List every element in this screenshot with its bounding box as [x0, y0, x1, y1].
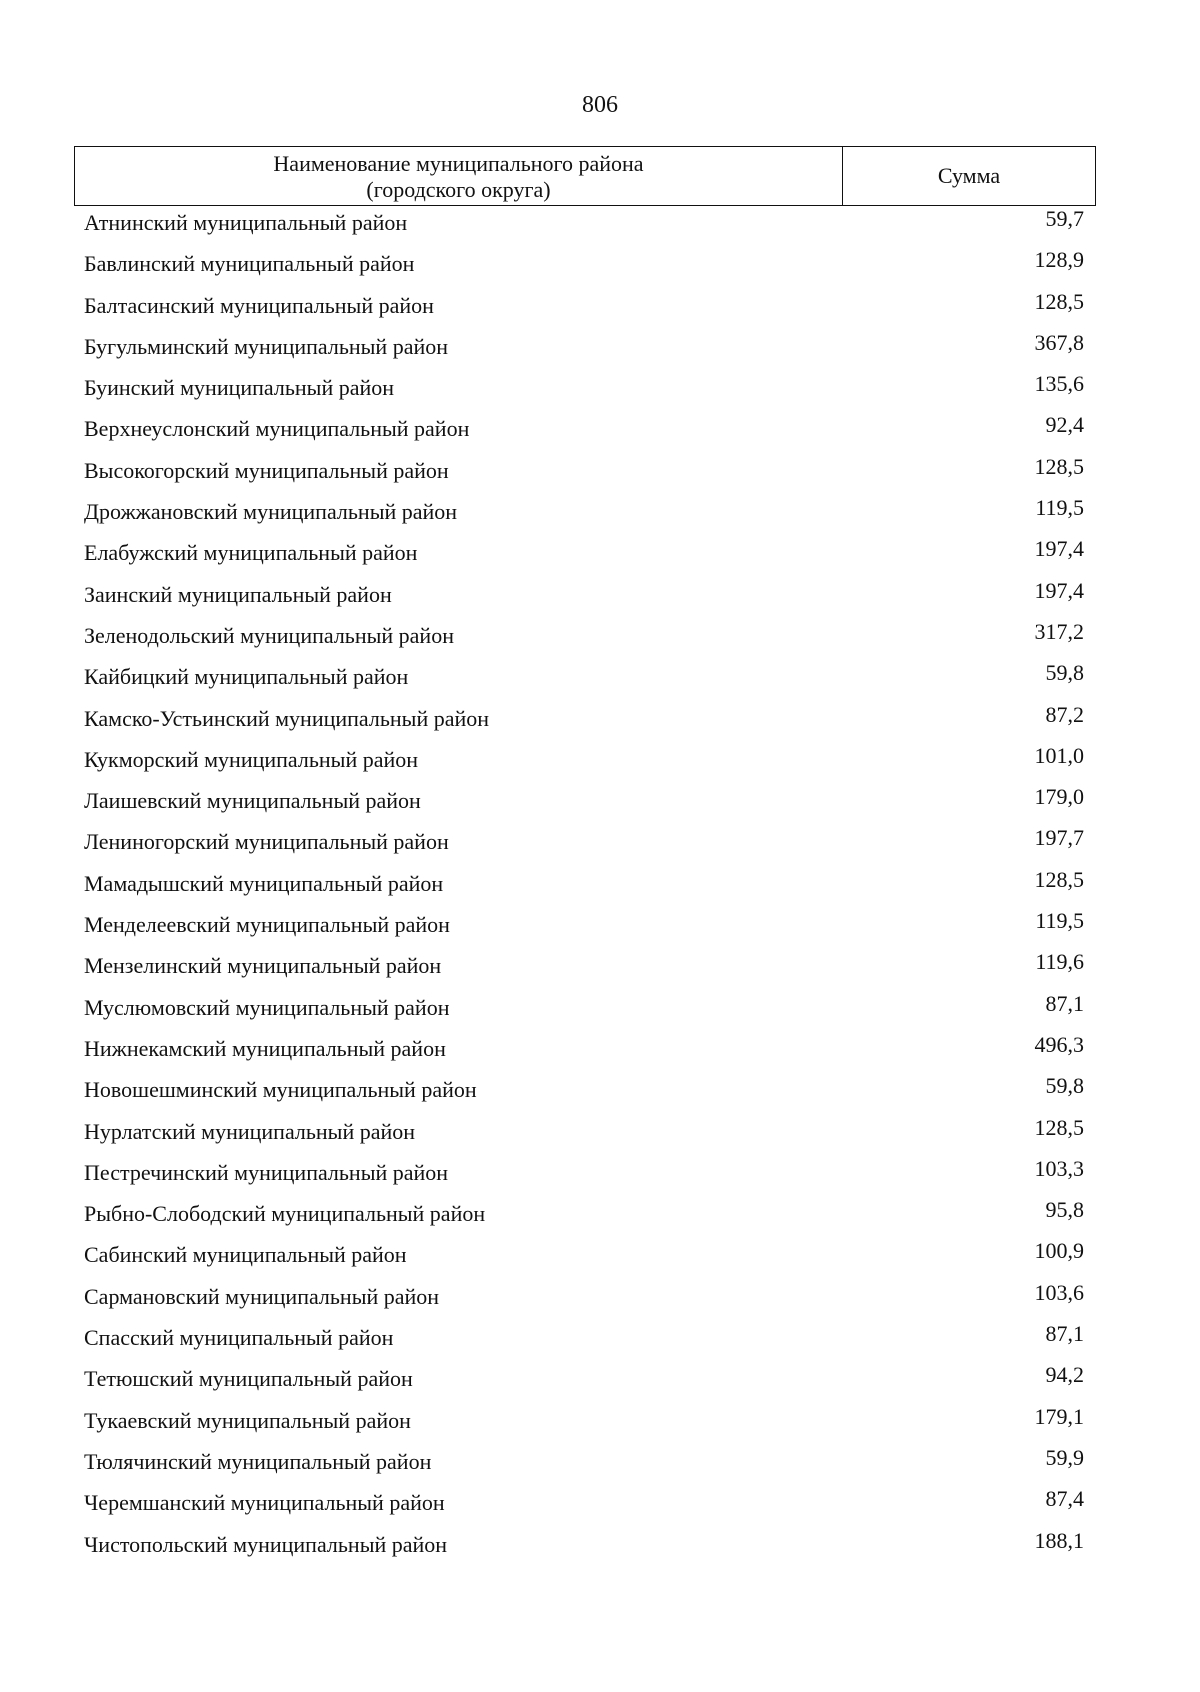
district-sum: 95,8 [1045, 1197, 1084, 1223]
header-name-line2: (городского округа) [366, 177, 551, 202]
table-row [0, 1280, 1200, 1321]
district-sum: 496,3 [1034, 1031, 1084, 1057]
district-name: Пестречинский муниципальный район [84, 1159, 449, 1185]
district-name: Камско-Устьинский муниципальный район [84, 705, 490, 731]
district-name: Бугульминский муниципальный район [84, 333, 449, 359]
table-row [0, 1321, 1200, 1362]
district-name: Черемшанский муниципальный район [84, 1490, 445, 1516]
header-sum: Сумма [937, 163, 1001, 188]
table-row [0, 1032, 1200, 1073]
district-sum: 92,4 [1045, 412, 1084, 438]
header-district-name [75, 147, 843, 205]
district-name: Елабужский муниципальный район [84, 540, 418, 566]
table-row [0, 991, 1200, 1032]
district-name: Атнинский муниципальный район [84, 210, 408, 235]
district-sum: 87,4 [1045, 1486, 1084, 1512]
district-name: Нижнекамский муниципальный район [84, 1035, 446, 1061]
table-row [0, 206, 1200, 247]
table-row [0, 1362, 1200, 1403]
district-name: Тюлячинский муниципальный район [84, 1448, 432, 1474]
table-row [0, 619, 1200, 660]
table-row [0, 578, 1200, 619]
district-sum: 87,1 [1045, 1321, 1084, 1347]
district-sum: 59,9 [1045, 1444, 1084, 1470]
table-row [0, 1238, 1200, 1279]
district-sum: 188,1 [1034, 1527, 1084, 1553]
district-name: Мензелинский муниципальный район [84, 953, 442, 979]
table-row [0, 330, 1200, 371]
table-row [0, 289, 1200, 330]
table-header [74, 146, 1096, 206]
district-sum: 128,5 [1034, 453, 1084, 479]
district-name: Лениногорский муниципальный район [84, 829, 449, 855]
table-row [0, 743, 1200, 784]
table-row [0, 1528, 1200, 1569]
table-row [0, 1404, 1200, 1445]
district-sum: 128,5 [1034, 866, 1084, 892]
table-row [0, 1486, 1200, 1527]
table-row [0, 908, 1200, 949]
table-row [0, 1197, 1200, 1238]
district-name: Менделеевский муниципальный район [84, 912, 450, 938]
table-row [0, 371, 1200, 412]
district-sum: 179,1 [1034, 1403, 1084, 1429]
district-sum: 87,1 [1045, 990, 1084, 1016]
district-name: Зеленодольский муниципальный район [84, 622, 454, 648]
district-sum: 103,6 [1034, 1279, 1084, 1305]
table-row [0, 1115, 1200, 1156]
district-sum: 317,2 [1034, 618, 1084, 644]
district-name: Лаишевский муниципальный район [84, 788, 421, 814]
district-name: Муслюмовский муниципальный район [84, 994, 450, 1020]
district-name: Буинский муниципальный район [84, 375, 395, 401]
table-row [0, 867, 1200, 908]
district-name: Верхнеуслонский муниципальный район [84, 416, 470, 442]
district-name: Рыбно-Слободский муниципальный район [84, 1201, 486, 1227]
district-name: Сармановский муниципальный район [84, 1283, 440, 1309]
district-name: Дрожжановский муниципальный район [84, 499, 458, 525]
district-sum: 59,7 [1045, 206, 1084, 231]
header-name-line1: Наименование муниципального района [273, 151, 644, 176]
district-name: Балтасинский муниципальный район [84, 292, 434, 318]
district-sum: 59,8 [1045, 1073, 1084, 1099]
district-name: Заинский муниципальный район [84, 581, 392, 607]
district-name: Сабинский муниципальный район [84, 1242, 407, 1268]
table-row [0, 247, 1200, 288]
table-row [0, 660, 1200, 701]
district-sum: 119,5 [1035, 495, 1084, 521]
table-row [0, 784, 1200, 825]
district-sum: 179,0 [1034, 784, 1084, 810]
district-sum: 128,5 [1034, 288, 1084, 314]
district-name: Тетюшский муниципальный район [84, 1366, 413, 1392]
table-row [0, 1445, 1200, 1486]
district-sum: 119,5 [1035, 908, 1084, 934]
table-row [0, 702, 1200, 743]
page-number: 806 [582, 92, 618, 118]
table-row [0, 1073, 1200, 1114]
district-sum: 100,9 [1034, 1238, 1084, 1264]
district-sum: 367,8 [1034, 329, 1084, 355]
district-name: Высокогорский муниципальный район [84, 457, 449, 483]
district-sum: 87,2 [1045, 701, 1084, 727]
table-row [0, 536, 1200, 577]
table-body [0, 206, 1200, 1569]
table-row [0, 825, 1200, 866]
table-row [0, 454, 1200, 495]
table-row [0, 495, 1200, 536]
district-sum: 128,5 [1034, 1114, 1084, 1140]
district-sum: 101,0 [1034, 742, 1084, 768]
district-name: Нурлатский муниципальный район [84, 1118, 416, 1144]
district-name: Новошешминский муниципальный район [84, 1077, 477, 1103]
district-name: Бавлинский муниципальный район [84, 251, 415, 277]
district-name: Мамадышский муниципальный район [84, 870, 444, 896]
district-sum: 135,6 [1034, 371, 1084, 397]
district-name: Спасский муниципальный район [84, 1325, 394, 1351]
district-name: Кукморский муниципальный район [84, 746, 419, 772]
table-row [0, 949, 1200, 990]
district-sum: 197,4 [1034, 536, 1084, 562]
table-row [0, 412, 1200, 453]
district-name: Чистопольский муниципальный район [84, 1531, 448, 1557]
district-sum: 59,8 [1045, 660, 1084, 686]
district-sum: 197,7 [1034, 825, 1084, 851]
table-row [0, 1156, 1200, 1197]
district-sum: 119,6 [1035, 949, 1084, 975]
district-name: Кайбицкий муниципальный район [84, 664, 409, 690]
district-sum: 128,9 [1034, 247, 1084, 273]
district-sum: 103,3 [1034, 1155, 1084, 1181]
district-name: Тукаевский муниципальный район [84, 1407, 411, 1433]
district-sum: 94,2 [1045, 1362, 1084, 1388]
district-sum: 197,4 [1034, 577, 1084, 603]
